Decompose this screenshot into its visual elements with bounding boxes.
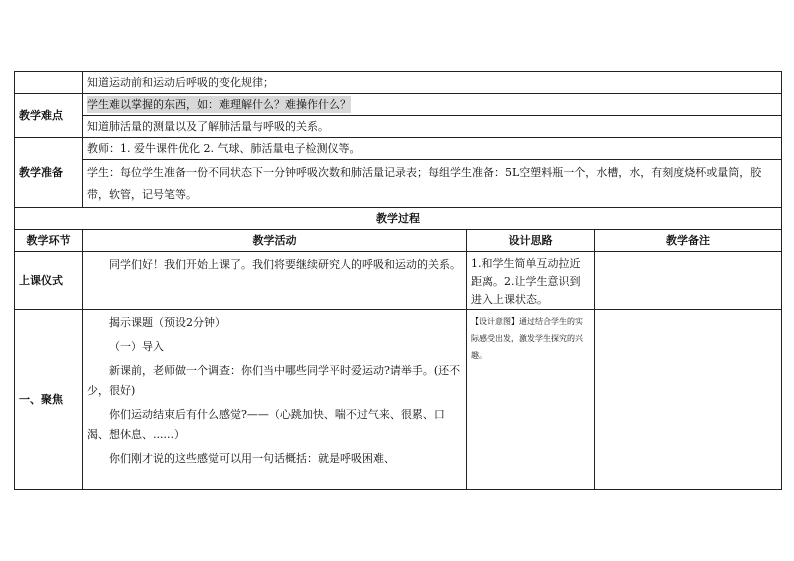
difficulty-line2: 知道肺活量的测量以及了解肺活量与呼吸的关系。	[83, 116, 782, 138]
stage2-line: 揭示课题（预设2分钟）	[109, 316, 226, 329]
header-design: 设计思路	[467, 230, 595, 252]
stage1-activity-cell	[83, 252, 467, 310]
objective-text: 知道运动前和运动后呼吸的变化规律；	[83, 72, 782, 94]
stage2-label: 一、聚焦	[15, 310, 83, 490]
stage2-design: 【设计意图】通过结合学生的实际感受出发，激发学生探究的兴趣。	[467, 310, 595, 490]
preparation-label: 教学准备	[15, 138, 83, 208]
header-activity: 教学活动	[83, 230, 467, 252]
stage1-design: 1.和学生简单互动拉近距离。2.让学生意识到进入上课状态。	[467, 252, 595, 310]
difficulty-label: 教学难点	[15, 94, 83, 138]
preparation-students: 学生：每位学生准备一份不同状态下一分钟呼吸次数和肺活量记录表；每组学生准备：5L空塑料瓶一个，水槽，水，有刻度烧杯或量筒，胶带，软管，记号笔等。	[83, 160, 782, 208]
stage2-notes	[595, 310, 782, 490]
header-notes: 教学备注	[595, 230, 782, 252]
difficulty-line1: 学生难以掌握的东西，如：难理解什么？难操作什么？	[87, 98, 351, 111]
stage2-line: 你们运动结束后有什么感觉?——（心跳加快、喘不过气来、很累、口渴、想休息、......）	[87, 408, 445, 441]
preparation-teacher: 教师：1. 爱牛课件优化 2. 气球、肺活量电子检测仪等。	[83, 138, 782, 160]
blank-label-cell	[15, 72, 83, 94]
difficulty-line1-cell	[83, 94, 782, 116]
lesson-plan-table	[14, 71, 782, 490]
stage2-line: （一）导入	[109, 340, 164, 353]
stage2-line: 你们刚才说的这些感觉可以用一句话概括：就是呼吸困难、	[109, 452, 395, 465]
stage2-activity-cell	[83, 310, 467, 490]
stage1-label: 上课仪式	[15, 252, 83, 310]
stage2-line: 新课前，老师做一个调查：你们当中哪些同学平时爱运动?请举手。(还不少，很好)	[87, 364, 461, 397]
stage1-activity: 同学们好！我们开始上课了。我们将要继续研究人的呼吸和运动的关系。	[109, 258, 461, 271]
process-title: 教学过程	[15, 208, 782, 230]
stage1-notes	[595, 252, 782, 310]
header-stage: 教学环节	[15, 230, 83, 252]
